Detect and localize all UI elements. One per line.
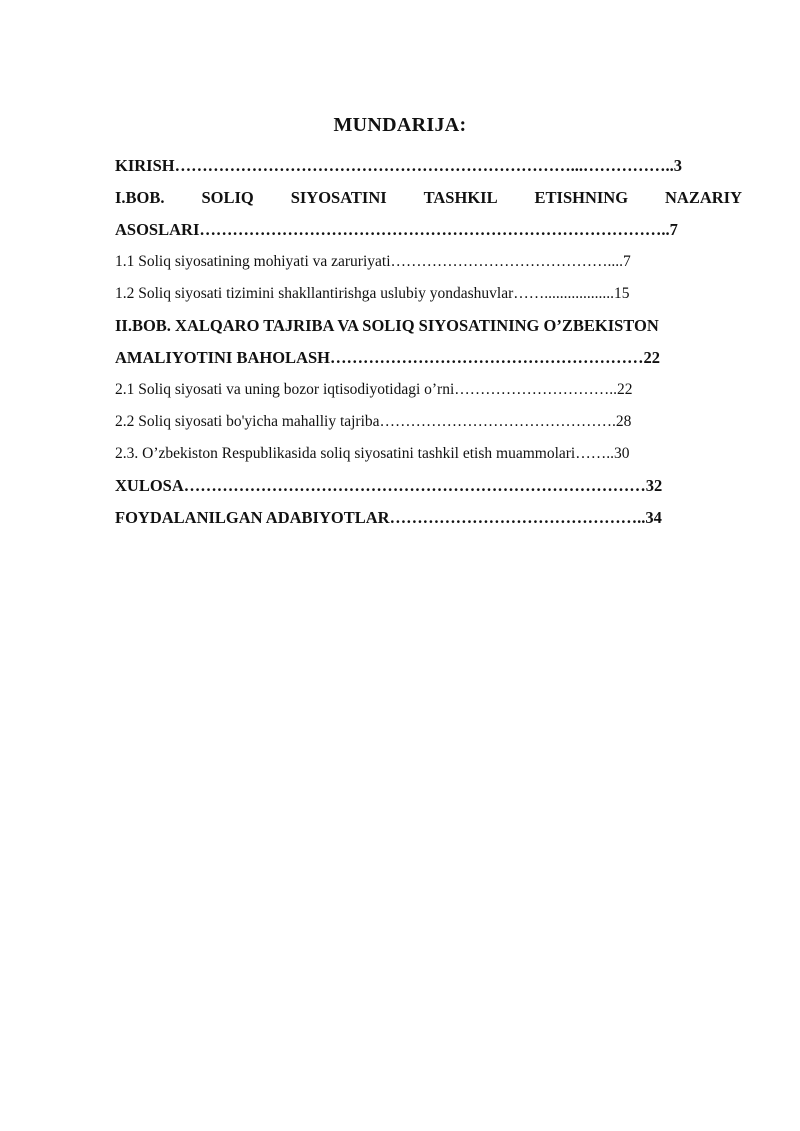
toc-word: SIYOSATINI — [290, 188, 387, 207]
toc-word: TASHKIL — [423, 188, 498, 207]
toc-entry-adabiyotlar: FOYDALANILGAN ADABIYOTLAR………………………………………..34 — [115, 508, 662, 527]
toc-entry-section-1-1: 1.1 Soliq siyosatining mohiyati va zaruriyati……………………………………....7 — [115, 253, 631, 270]
toc-entry-section-2-3: 2.3. O’zbekiston Respublikasida soliq siyosatini tashkil etish muammolari……..30 — [115, 445, 630, 462]
toc-entry-kirish: KIRISH………………………………………………………………...……………..3 — [115, 156, 682, 175]
toc-entry-section-2-2: 2.2 Soliq siyosati bo'yicha mahalliy tajriba……………………………………….28 — [115, 413, 632, 430]
toc-word: NAZARIY — [664, 188, 742, 207]
toc-entry-section-1-2: 1.2 Soliq siyosati tizimini shakllantirishga uslubiy yondashuvlar……..................15 — [115, 285, 630, 302]
toc-word: SOLIQ — [201, 188, 254, 207]
toc-entry-xulosa: XULOSA…………………………………………………………………………32 — [115, 476, 663, 495]
toc-entry-bob2-heading: II.BOB. XALQARO TAJRIBA VA SOLIQ SIYOSATINING O’ZBEKISTON — [115, 316, 659, 335]
toc-word: ETISHNING — [534, 188, 629, 207]
toc-entry-bob1-heading — [115, 182, 742, 214]
toc-word: I.BOB. — [115, 188, 165, 207]
table-of-contents — [115, 150, 742, 534]
toc-entry-bob1-heading-cont: ASOSLARI…………………………………………………………………………..7 — [115, 220, 678, 239]
toc-entry-bob2-heading-cont: AMALIYOTINI BAHOLASH…………………………………………………22 — [115, 348, 660, 367]
toc-entry-section-2-1: 2.1 Soliq siyosati va uning bozor iqtisodiyotidagi o’rni…………………………..22 — [115, 381, 633, 398]
page-title: MUNDARIJA: — [333, 114, 467, 136]
